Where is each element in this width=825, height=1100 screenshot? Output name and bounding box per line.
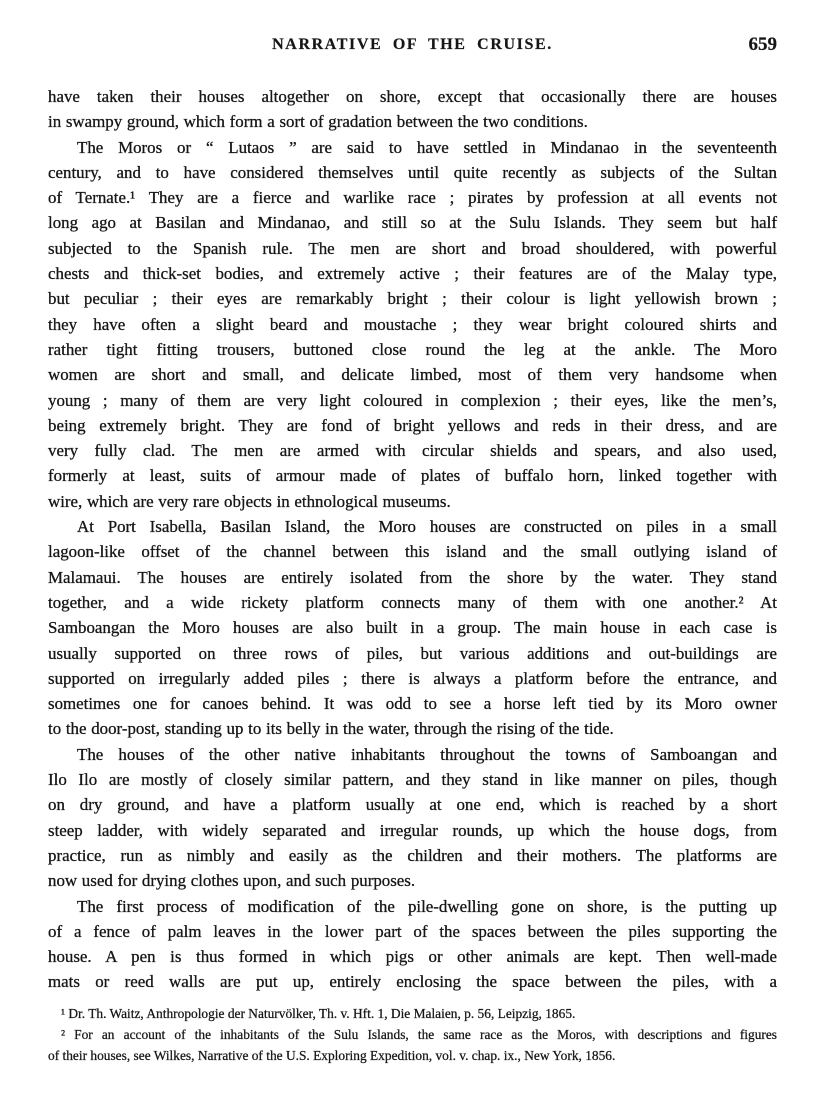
footnote-line: ² For an account of the inhabitants of the Sulu Islands, the same race as the Moros, with descriptions and figures bbox=[61, 1027, 777, 1042]
text-line: sometimes one for canoes behind. It was odd to see a horse left tied by its Moro owner bbox=[48, 694, 777, 714]
body-text bbox=[48, 84, 777, 995]
text-line: subjected to the Spanish rule. The men are short and broad shouldered, with powerful bbox=[48, 238, 777, 258]
text-line: The Moros or “ Lutaos ” are said to have settled in Mindanao in the seventeenth bbox=[77, 137, 777, 157]
text-line: young ; many of them are very light coloured in complexion ; their eyes, like the men’s, bbox=[48, 390, 777, 410]
text-line: lagoon-like offset of the channel between this island and the small outlying island of bbox=[48, 542, 777, 562]
text-line: have taken their houses altogether on shore, except that occasionally there are houses bbox=[48, 87, 777, 106]
text-line: together, and a wide rickety platform connects many of them with one another.² At bbox=[48, 592, 777, 612]
footnotes bbox=[48, 1003, 777, 1066]
text-line: very fully clad. The men are armed with circular shields and spears, and also used, bbox=[48, 441, 777, 461]
text-line: Ilo Ilo are mostly of closely similar pattern, and they stand in like manner on piles, though bbox=[48, 770, 777, 790]
text-line: of Ternate.¹ They are a fierce and warlike race ; pirates by profession at all events not bbox=[48, 188, 777, 208]
text-line: of a fence of palm leaves in the lower part of the spaces between the piles supporting the bbox=[48, 921, 777, 941]
page-number: 659 bbox=[748, 34, 777, 55]
text-line: usually supported on three rows of piles, but various additions and out-buildings are bbox=[48, 643, 777, 663]
text-line: practice, run as nimbly and easily as the children and their mothers. The platforms are bbox=[48, 845, 777, 865]
text-line: At Port Isabella, Basilan Island, the Moro houses are constructed on piles in a small bbox=[77, 517, 777, 537]
text-line: women are short and small, and delicate limbed, most of them very handsome when bbox=[48, 365, 777, 385]
text-line: house. A pen is thus formed in which pigs or other animals are kept. Then well-made bbox=[48, 947, 777, 967]
text-line: chests and thick-set bodies, and extremely active ; their features are of the Malay type, bbox=[48, 264, 777, 284]
text-line: century, and to have considered themselves until quite recently as subjects of the Sultan bbox=[48, 162, 777, 182]
text-line: on dry ground, and have a platform usually at one end, which is reached by a short bbox=[48, 795, 777, 815]
text-line: supported on irregularly added piles ; there is always a platform before the entrance, and bbox=[48, 668, 777, 688]
text-line: in swampy ground, which form a sort of gradation between the two conditions. bbox=[48, 112, 588, 132]
text-line: Samboangan the Moro houses are also built in a group. The main house in each case is bbox=[48, 618, 777, 638]
text-line: they have often a slight beard and moustache ; they wear bright coloured shirts and bbox=[48, 314, 777, 334]
text-line: long ago at Basilan and Mindanao, and still so at the Sulu Islands. They seem but half bbox=[48, 213, 777, 233]
text-line: mats or reed walls are put up, entirely enclosing the space between the piles, with a bbox=[48, 972, 777, 992]
footnote-line: ¹ Dr. Th. Waitz, Anthropologie der Naturvölker, Th. v. Hft. 1, Die Malaien, p. 56, Leipzig, 1865. bbox=[61, 1006, 576, 1021]
text-line: The houses of the other native inhabitants throughout the towns of Samboangan and bbox=[77, 744, 777, 764]
text-line: rather tight fitting trousers, buttoned close round the leg at the ankle. The Moro bbox=[48, 339, 777, 359]
text-line: Malamaui. The houses are entirely isolated from the shore by the water. They stand bbox=[48, 567, 777, 587]
text-line: to the door-post, standing up to its belly in the water, through the rising of the tide. bbox=[48, 719, 614, 739]
page-header bbox=[48, 36, 777, 58]
text-line: but peculiar ; their eyes are remarkably bright ; their colour is light yellowish brown ; bbox=[48, 289, 777, 309]
text-line: now used for drying clothes upon, and such purposes. bbox=[48, 871, 416, 891]
text-line: formerly at least, suits of armour made of plates of buffalo horn, linked together with bbox=[48, 466, 777, 486]
text-line: wire, which are very rare objects in ethnological museums. bbox=[48, 491, 451, 511]
text-line: steep ladder, with widely separated and irregular rounds, up which the house dogs, from bbox=[48, 820, 777, 840]
footnote-line: of their houses, see Wilkes, Narrative of the U.S. Exploring Expedition, vol. v. chap. ix., New York, 1856. bbox=[48, 1048, 616, 1063]
text-line: being extremely bright. They are fond of bright yellows and reds in their dress, and are bbox=[48, 415, 777, 435]
running-title: NARRATIVE OF THE CRUISE. bbox=[272, 36, 553, 53]
text-line: The first process of modification of the pile-dwelling gone on shore, is the putting up bbox=[77, 896, 777, 916]
